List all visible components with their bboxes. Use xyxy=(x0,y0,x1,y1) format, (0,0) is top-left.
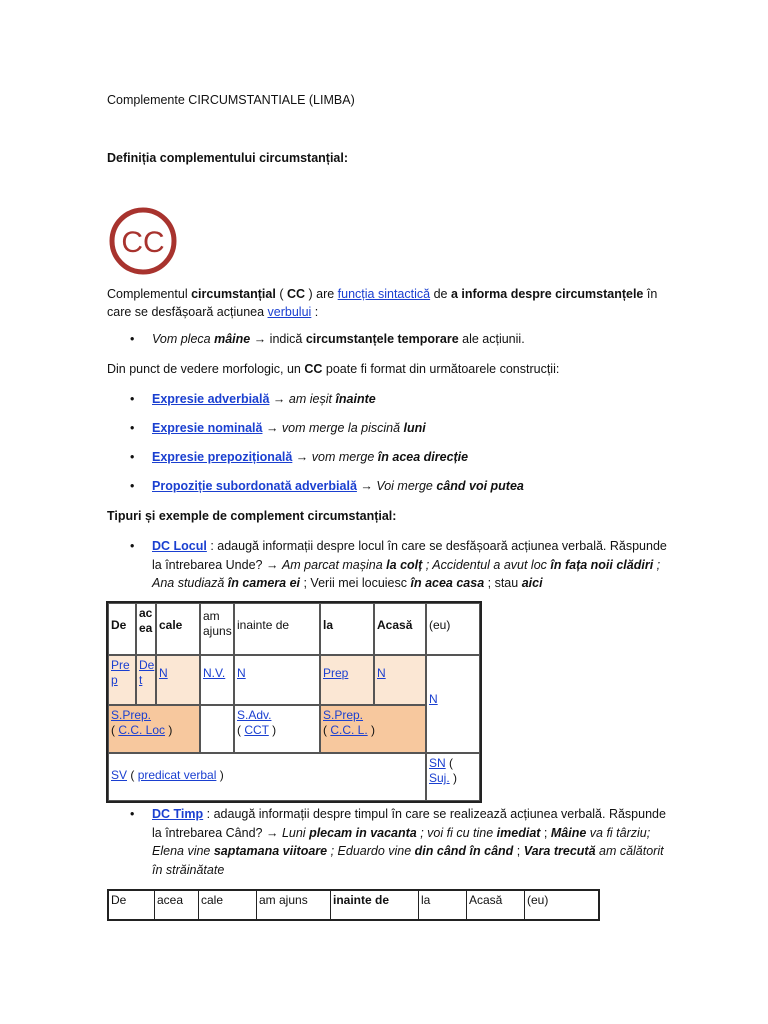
table-cell: Acasă xyxy=(467,891,525,919)
link-sv[interactable]: SV xyxy=(111,768,128,782)
table-cell: inainte de xyxy=(331,891,419,919)
link-sn[interactable]: SN xyxy=(429,756,446,770)
bullet-icon: • xyxy=(130,479,135,493)
link-ccl[interactable]: C.C. L. xyxy=(330,723,368,737)
analysis-table-loc xyxy=(106,601,482,803)
table-cell: ac ea xyxy=(136,603,156,655)
definition-paragraph: Complementul circumstanțial ( CC ) are funcția sintactică de a informa despre circumstanțele în care se desfășoară acțiunea verbului : xyxy=(107,287,658,319)
bullet-icon: • xyxy=(130,450,135,464)
link-functia-sintactica[interactable]: funcția sintactică xyxy=(337,287,431,301)
link-propozitie-subordonata[interactable]: Propoziție subordonată adverbială xyxy=(152,479,357,493)
table-cell: (eu) xyxy=(527,893,549,907)
table-cell: S.Adv. ( CCT ) xyxy=(234,705,320,753)
table-cell: S.Prep. ( C.C. Loc ) xyxy=(108,705,200,753)
table-cell-link[interactable]: N xyxy=(234,655,320,705)
morphology-paragraph: Din punct de vedere morfologic, un CC poate fi format din următoarele construcții: xyxy=(107,362,560,376)
table-cell-link[interactable]: Prep xyxy=(320,655,374,705)
document-title: Complemente CIRCUMSTANTIALE (LIMBA) xyxy=(107,93,355,107)
definition-heading: Definiția complementului circumstanțial: xyxy=(107,151,349,165)
link-dc-timp[interactable]: DC Timp xyxy=(152,807,204,821)
link-sadv[interactable]: S.Adv. xyxy=(237,708,272,722)
link-predicat-verbal[interactable]: predicat verbal xyxy=(137,768,217,782)
table-cell-link[interactable]: N.V. xyxy=(200,655,234,705)
bullet-icon: • xyxy=(130,807,135,821)
table-cell: S.Prep. ( C.C. L. ) xyxy=(320,705,426,753)
table-cell: cale xyxy=(199,891,257,919)
table-cell: SV ( predicat verbal ) xyxy=(108,753,426,801)
table-cell: cale xyxy=(156,603,200,655)
table-cell-link[interactable]: N xyxy=(156,655,200,705)
table-cell-link[interactable]: N xyxy=(426,655,480,753)
link-sprep-2[interactable]: S.Prep. xyxy=(323,708,364,722)
table-cell: la xyxy=(419,891,467,919)
table-cell-link[interactable]: De t xyxy=(136,655,156,705)
link-dc-locul[interactable]: DC Locul xyxy=(152,539,207,553)
table-cell xyxy=(200,705,234,753)
bullet-icon: • xyxy=(130,392,135,406)
table-cell: (eu) xyxy=(426,603,480,655)
link-expresie-nominala[interactable]: Expresie nominală xyxy=(152,421,263,435)
link-verbului[interactable]: verbului xyxy=(267,305,312,319)
table-cell: De xyxy=(108,603,136,655)
bullet-icon: • xyxy=(130,539,135,553)
table-cell: SN ( Suj. ) xyxy=(426,753,480,801)
table-cell: la xyxy=(320,603,374,655)
svg-text:CC: CC xyxy=(121,226,165,259)
table-cell-link[interactable]: N xyxy=(374,655,426,705)
cc-logo-icon xyxy=(108,206,178,276)
table-cell: am ajuns xyxy=(200,603,234,655)
link-cc-loc[interactable]: C.C. Loc xyxy=(118,723,166,737)
table-cell: inainte de xyxy=(234,603,320,655)
bullet-icon: • xyxy=(130,332,135,346)
link-sprep[interactable]: S.Prep. xyxy=(111,708,152,722)
table-cell: Acasă xyxy=(374,603,426,655)
table-cell: acea xyxy=(155,891,199,919)
link-expresie-prepozitionala[interactable]: Expresie prepozițională xyxy=(152,450,293,464)
types-heading: Tipuri și exemple de complement circumstanțial: xyxy=(107,509,397,523)
table-cell-link[interactable]: Pre p xyxy=(108,655,136,705)
link-cct[interactable]: CCT xyxy=(244,723,269,737)
link-expresie-adverbiala[interactable]: Expresie adverbială xyxy=(152,392,270,406)
table-cell: am ajuns xyxy=(257,891,331,919)
link-suj[interactable]: Suj. xyxy=(429,771,450,785)
analysis-table-timp xyxy=(107,889,600,921)
table-cell: De xyxy=(109,891,155,919)
bullet-icon: • xyxy=(130,421,135,435)
